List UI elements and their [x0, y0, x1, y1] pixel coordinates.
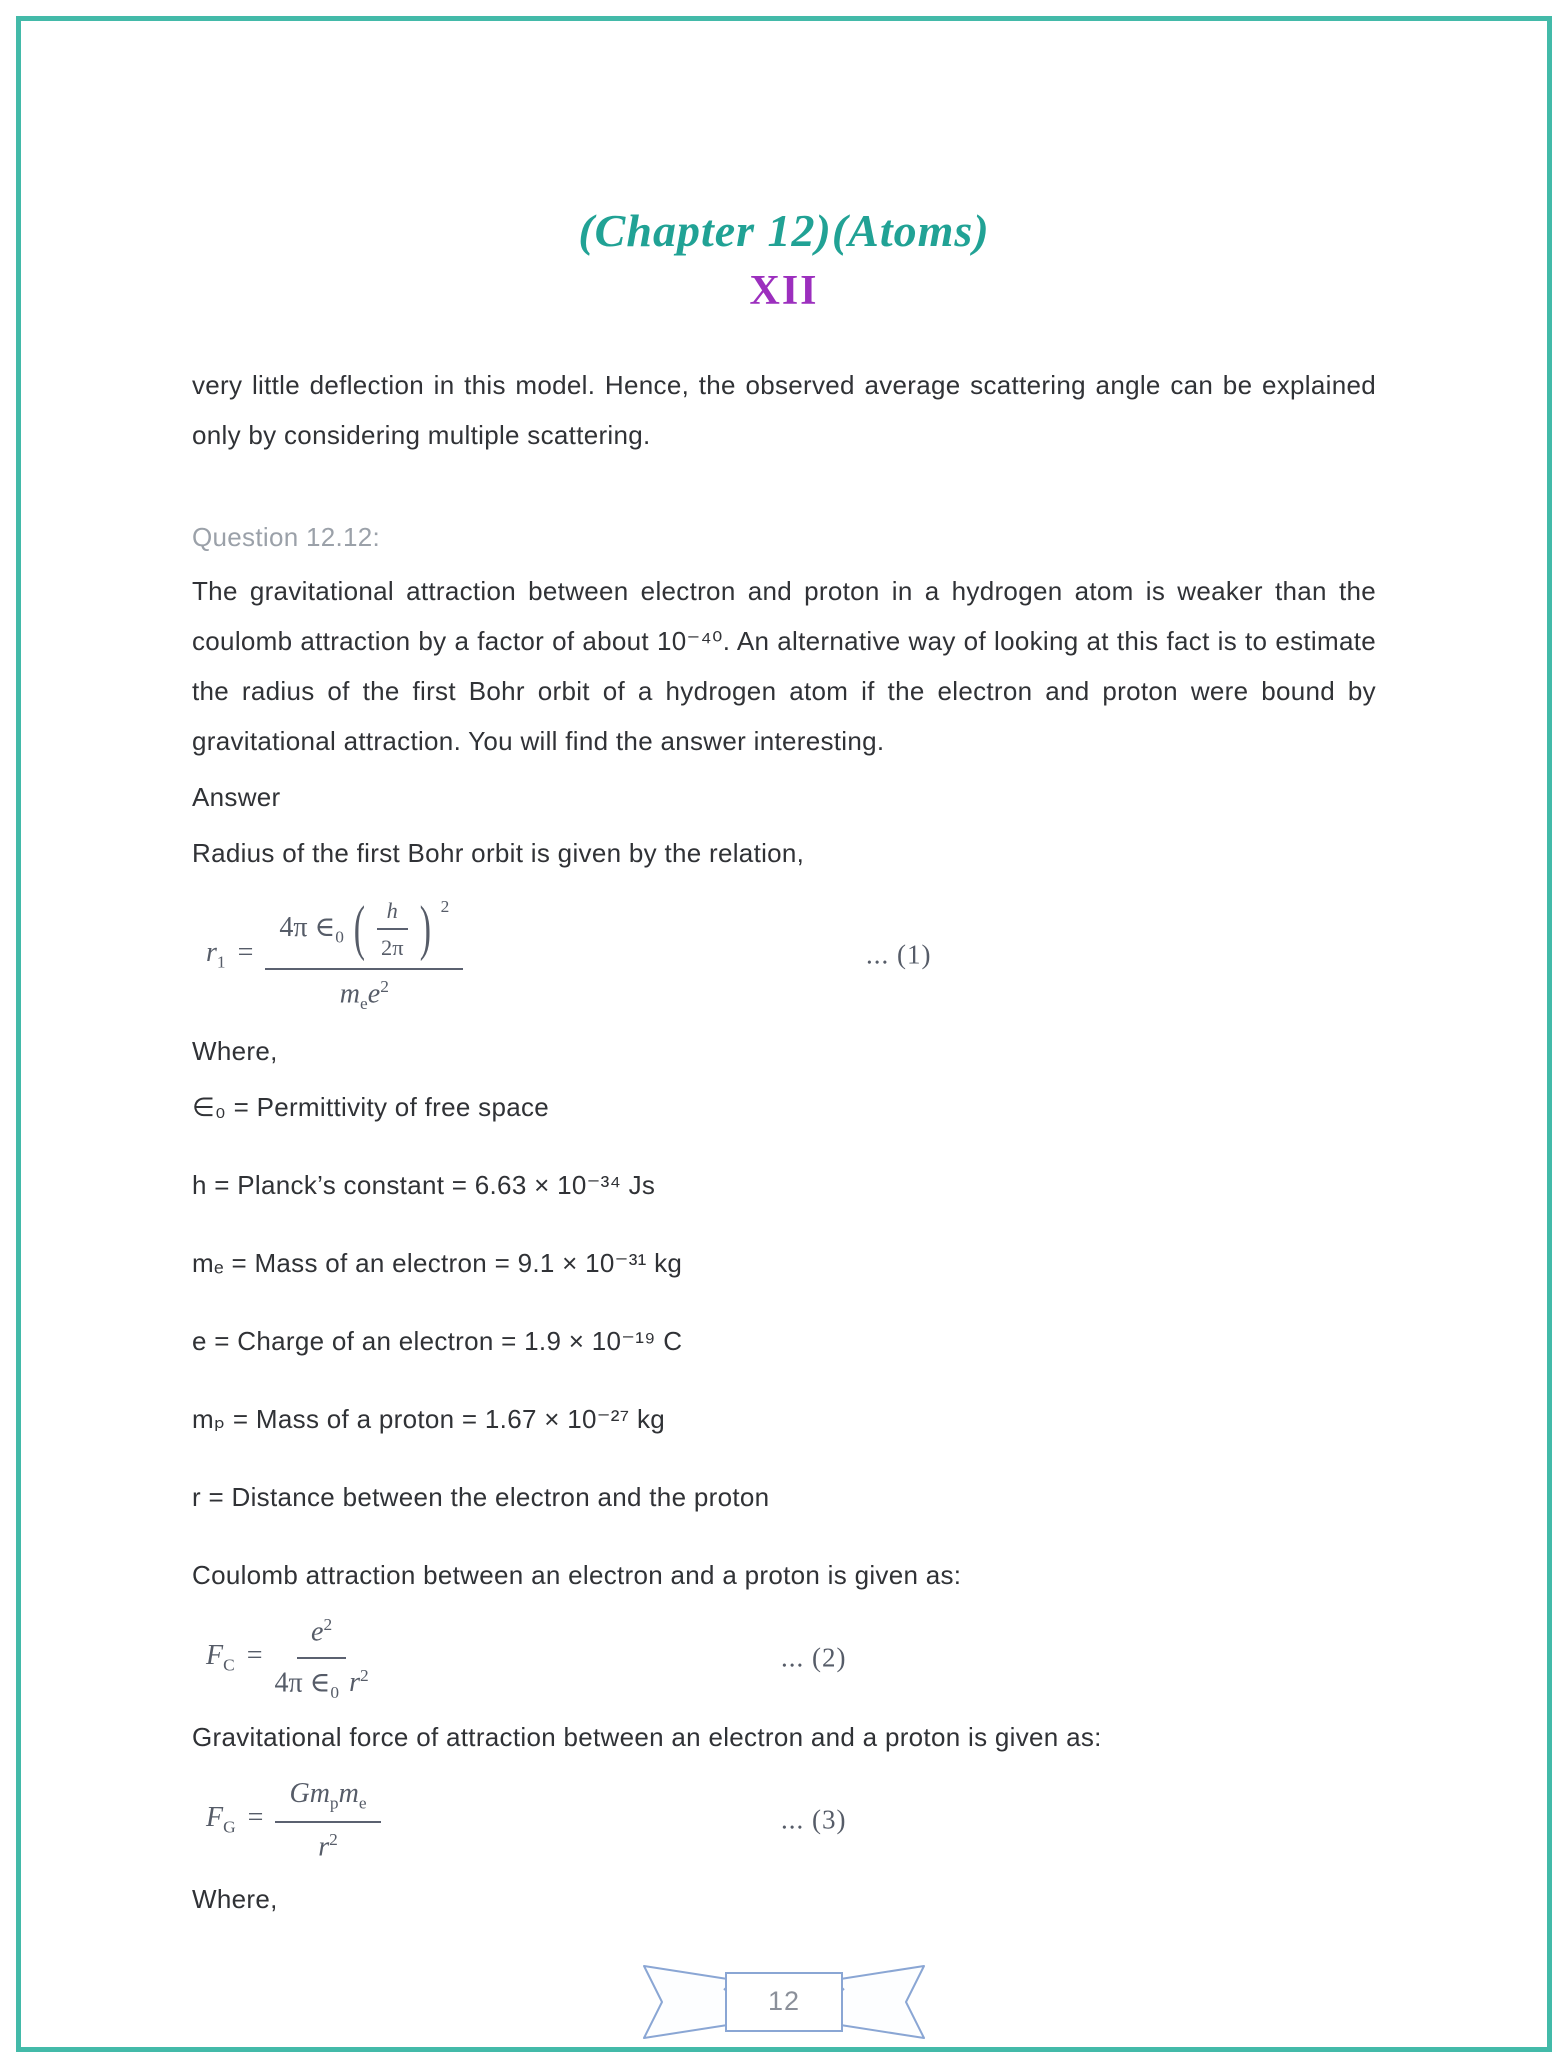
equation-number: ... (2) [781, 1642, 847, 1673]
equation-3 [206, 1774, 1376, 1866]
equation-1 [206, 894, 1376, 1016]
numerator [265, 894, 463, 970]
inner-denominator: 2π [381, 935, 404, 961]
fraction [265, 894, 463, 1016]
equals-sign: = [246, 1640, 263, 1672]
equation-1-lhs [206, 935, 265, 974]
lhs-variable: F [206, 1640, 224, 1672]
outer-exponent: 2 [440, 897, 450, 917]
page-number: 12 [767, 1986, 801, 2017]
chapter-title: (Chapter 12)(Atoms) [578, 205, 990, 256]
denominator: $r^2$ [318, 1830, 338, 1863]
equals-sign: = [237, 937, 254, 969]
numerator-prefix: 4π $\in_0$ [279, 911, 344, 947]
denominator: 4π $\in_0$ $r^2$ [274, 1665, 369, 1702]
equation-number: ... (3) [781, 1804, 847, 1835]
numerator: $Gm_pm_e$ [275, 1774, 380, 1823]
inner-fraction [377, 896, 408, 962]
lhs-subscript: 1 [216, 952, 226, 972]
open-paren: ( [353, 893, 365, 962]
equation-2-lhs [206, 1638, 275, 1677]
definition-line: h = Planck’s constant = 6.63 × 10⁻³⁴ Js [192, 1169, 656, 1200]
equation-number: ... (1) [866, 939, 932, 970]
question-text: The gravitational attraction between electron and proton in a hydrogen atom is weaker than the coulomb attraction by a factor of about 10⁻⁴⁰. An alternative way of looking at this fact is to estimate the radius of the first Bohr orbit of a hydrogen atom if the electron and proton were bound by gravitational attraction. You will find the answer interesting. [192, 576, 1376, 757]
lhs-subscript: G [223, 1817, 236, 1837]
coulomb-intro: Coulomb attraction between an electron and a proton is given as: [192, 1559, 962, 1590]
fraction [275, 1612, 369, 1704]
answer-label: Answer [192, 782, 281, 813]
lhs-subscript: C [223, 1655, 235, 1675]
inner-numerator: h [377, 896, 408, 930]
where-label: Where, [192, 1035, 278, 1066]
definition-line: r = Distance between the electron and the proton [192, 1481, 770, 1512]
equation-2 [206, 1612, 1376, 1704]
definition-line: e = Charge of an electron = 1.9 × 10⁻¹⁹ C [192, 1325, 683, 1356]
page-number-ribbon [634, 1960, 934, 2044]
equals-sign: = [247, 1802, 264, 1834]
equation-3-lhs [206, 1800, 275, 1839]
class-label: XII [749, 267, 819, 314]
question-label: Question 12.12: [192, 522, 381, 553]
where-label: Where, [192, 1883, 278, 1914]
lhs-variable: F [206, 1802, 224, 1834]
lhs-variable: r [206, 937, 217, 969]
definition-line: mₚ = Mass of a proton = 1.67 × 10⁻²⁷ kg [192, 1403, 666, 1434]
denominator: $m_ee^2$ [339, 977, 389, 1014]
gravitational-intro: Gravitational force of attraction between an electron and a proton is given as: [192, 1722, 1102, 1753]
fraction [275, 1774, 380, 1866]
intro-paragraph: very little deflection in this model. Hence, the observed average scattering angle can be explained only by considering multiple scattering. [192, 370, 1376, 451]
relation-intro: Radius of the first Bohr orbit is given by the relation, [192, 838, 805, 869]
definition-line: ∈₀ = Permittivity of free space [192, 1091, 550, 1122]
page-footer [192, 1960, 1376, 2044]
close-paren: ) [419, 893, 431, 962]
numerator: $e^2$ [297, 1612, 346, 1659]
definition-line: mₑ = Mass of an electron = 9.1 × 10⁻³¹ kg [192, 1247, 683, 1278]
